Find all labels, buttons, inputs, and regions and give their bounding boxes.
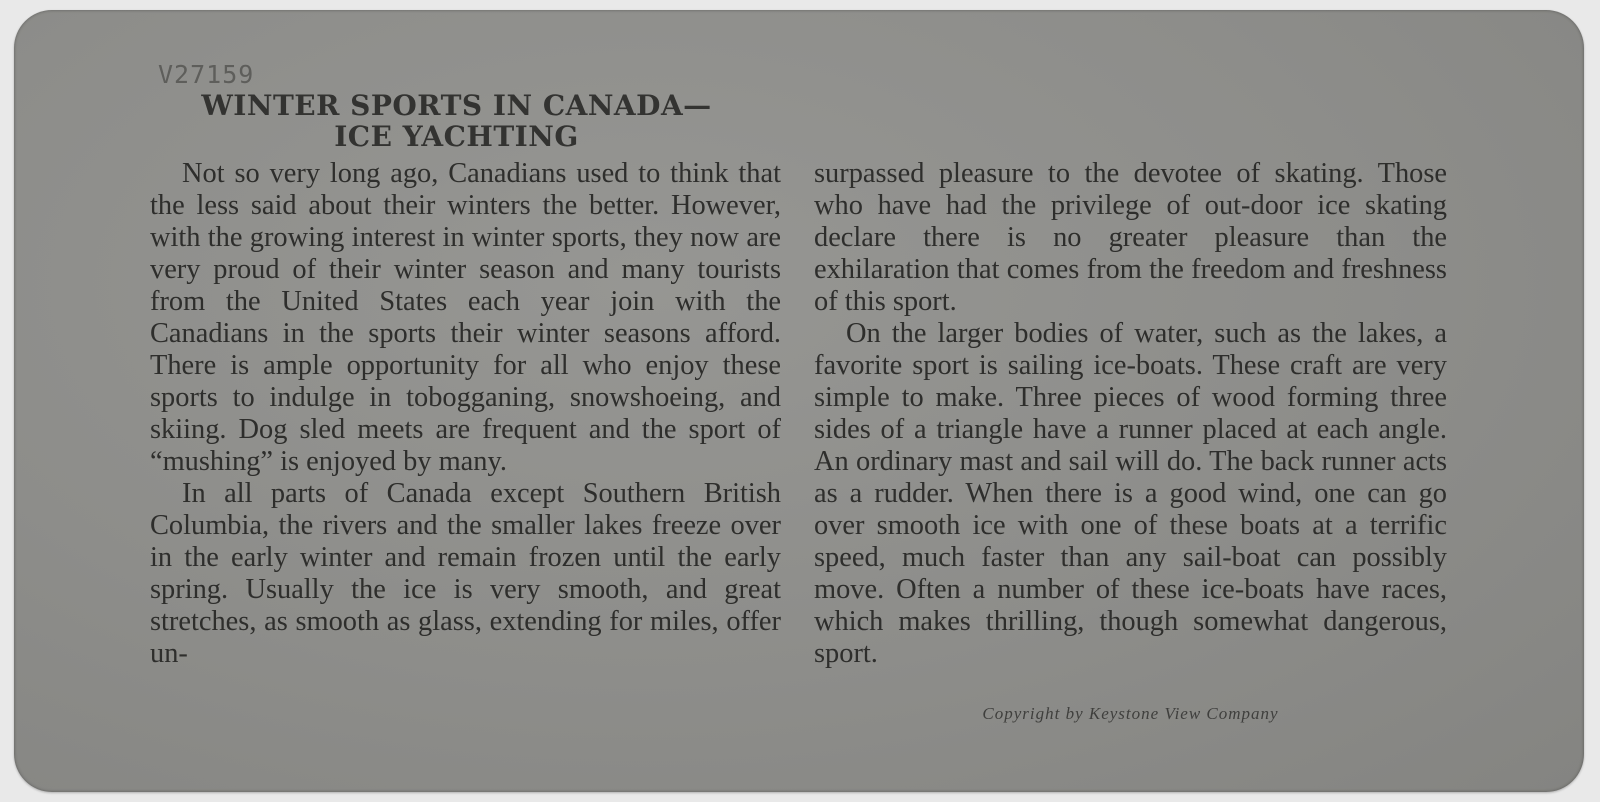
- paragraph-1: Not so very long ago, Canadians used to think that the less said about their winters the better. However, with the growing interest in winter sports, they now are very proud of their winter season and many tourists from the United States each year join with the Canadians in the sports their winter seasons afford. There is ample opportunity for all who enjoy these sports to indulge in tobogganing, snowshoeing, and skiing. Dog sled meets are frequent and the sport of “mushing” is enjoyed by many.: [150, 158, 781, 477]
- paragraph-2: In all parts of Canada except Southern British Columbia, the rivers and the smaller lakes freeze over in the early winter and remain frozen until the early spring. Usually the ice is very smooth, and great stretches, as smooth as glass, extending for miles, offer un-: [150, 478, 781, 669]
- left-column: [150, 158, 781, 670]
- right-column: [814, 158, 1447, 670]
- title-line-1: WINTER SPORTS IN CANADA—: [201, 89, 712, 122]
- title-line-2: ICE YACHTING: [334, 120, 579, 153]
- paragraph-2-continued: surpassed pleasure to the devotee of skating. Those who have had the privilege of out-door ice skating declare there is no greater pleasure than the exhilaration that comes from the freedom and freshness of this sport.: [814, 158, 1447, 317]
- catalog-number: V27159: [158, 60, 255, 89]
- page-title: [174, 90, 739, 152]
- paragraph-3: On the larger bodies of water, such as the lakes, a favorite sport is sailing ice-boats. These craft are very simple to make. Three pieces of wood forming three sides of a triangle have a runner placed at each angle. An ordinary mast and sail will do. The back runner acts as a rudder. When there is a good wind, one can go over smooth ice with one of these boats at a terrific speed, much faster than any sail-boat can possibly move. Often a number of these ice-boats have races, which makes thrilling, though somewhat dangerous, sport.: [814, 318, 1447, 669]
- stereoview-card-back: [14, 10, 1584, 792]
- copyright-notice: Copyright by Keystone View Company: [982, 704, 1279, 723]
